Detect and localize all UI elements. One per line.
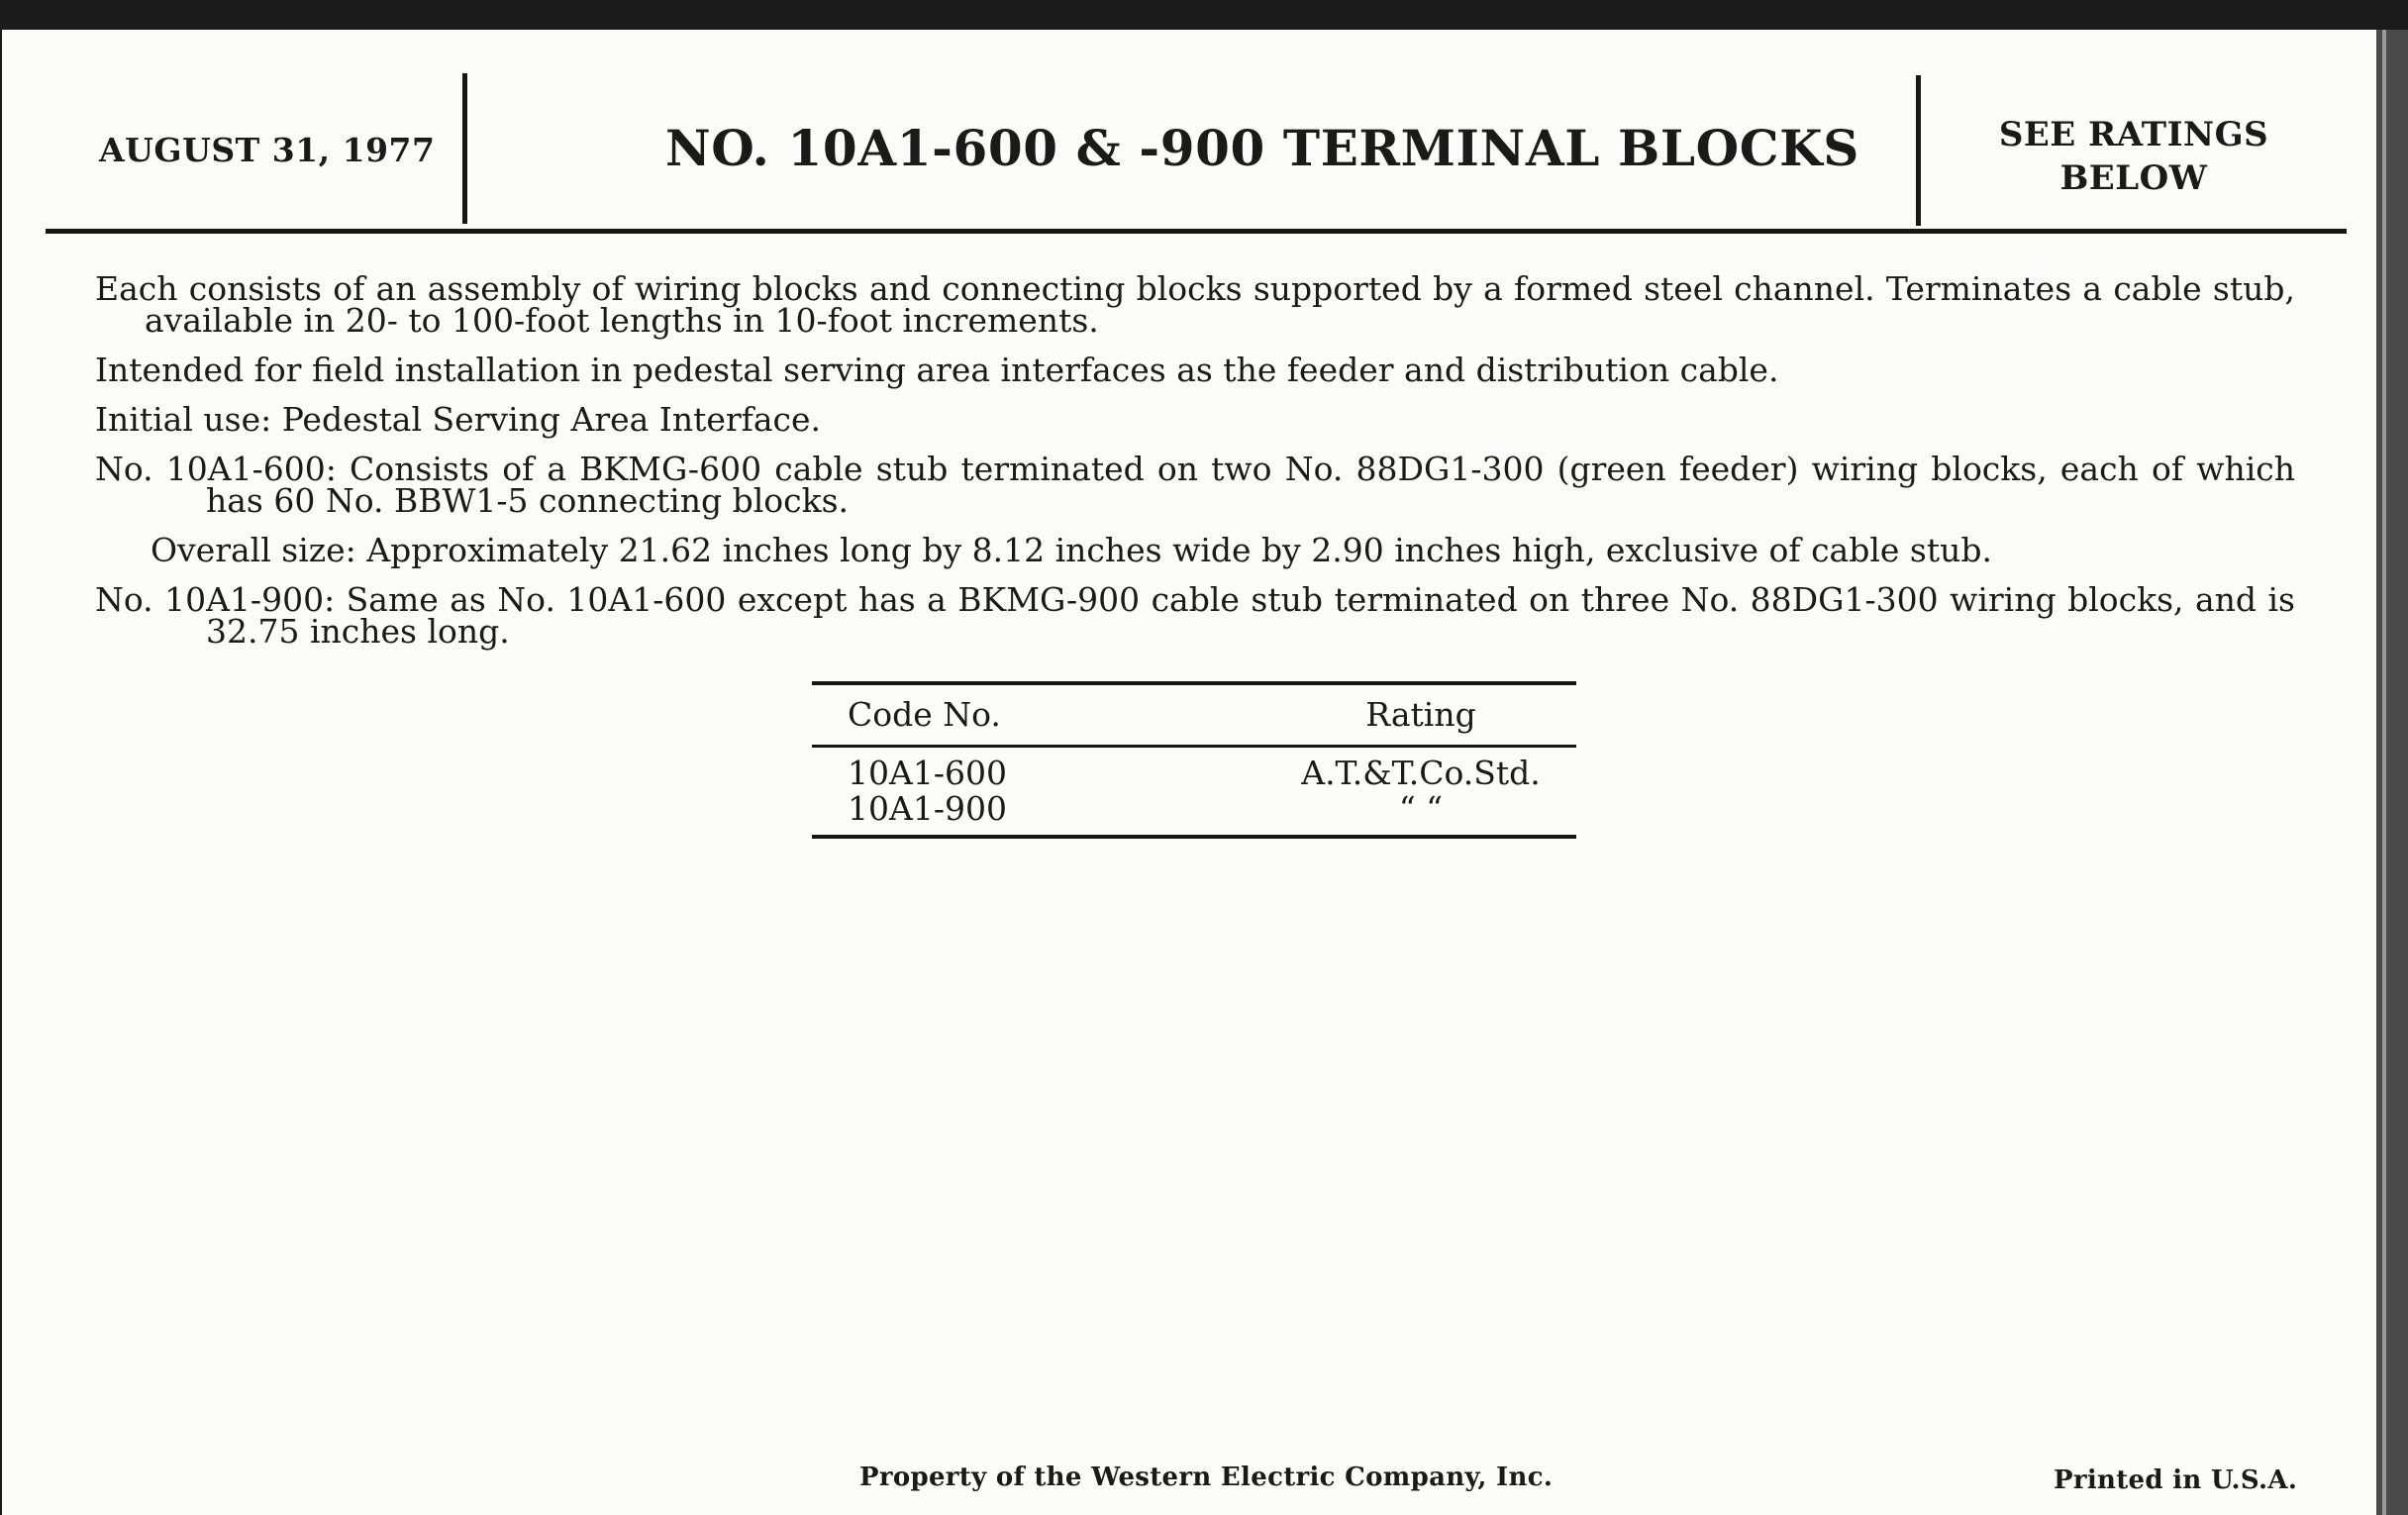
table-header-row — [812, 685, 1576, 745]
paragraph-10a1-600: No. 10A1-600: Consists of a BKMG-600 cable stub terminated on two No. 88DG1-300 (green feeder) wiring blocks, each of which has 60 No. BBW1-5 connecting blocks. — [95, 450, 2295, 520]
table-body — [812, 748, 1576, 835]
description-body — [95, 269, 2295, 665]
table-header-rating: Rating — [1365, 695, 1476, 734]
ratings-table — [812, 681, 1576, 839]
table-cell-rating: A.T.&T.Co.Std. — [1301, 754, 1541, 792]
paragraph-10a1-900: No. 10A1-900: Same as No. 10A1-600 except has a BKMG-900 cable stub terminated on three No. 88DG1-300 wiring blocks, and is 32.75 inches long. — [95, 580, 2295, 651]
footer-property-note: Property of the Western Electric Company, Inc. — [859, 1463, 1554, 1492]
header-rule — [46, 229, 2347, 234]
header-ratings-line2: BELOW — [2059, 158, 2208, 198]
header-divider-left — [462, 73, 467, 224]
paragraph-intended-use: Intended for field installation in pedestal serving area interfaces as the feeder and distribution cable. — [95, 351, 1779, 389]
table-cell-code: 10A1-600 — [848, 754, 1007, 792]
header-divider-right — [1916, 75, 1921, 226]
paragraph-overall-size: Overall size: Approximately 21.62 inches long by 8.12 inches wide by 2.90 inches high, exclusive of cable stub. — [150, 531, 1992, 569]
table-cell-code: 10A1-900 — [848, 789, 1007, 828]
table-cell-rating: “ “ — [1398, 789, 1444, 828]
header-date: AUGUST 31, 1977 — [99, 131, 436, 169]
card-edge-highlight — [2382, 30, 2386, 1515]
header-ratings-line1: SEE RATINGS — [1998, 115, 2269, 154]
paragraph-initial-use: Initial use: Pedestal Serving Area Interface. — [95, 400, 822, 439]
page-title: NO. 10A1-600 & -900 TERMINAL BLOCKS — [665, 119, 1859, 177]
table-header-code: Code No. — [848, 695, 1001, 734]
paragraph-description: Each consists of an assembly of wiring blocks and connecting blocks supported by a formed steel channel. Terminates a cable stub, available in 20- to 100-foot lengths in 10-foot increments. — [95, 269, 2295, 340]
table-bottom-rule — [812, 835, 1576, 839]
header-ratings-note — [1970, 113, 2297, 200]
table-row — [812, 791, 1576, 827]
card-edge-shadow — [2376, 30, 2408, 1515]
footer-printed-note: Printed in U.S.A. — [2054, 1465, 2298, 1495]
table-row — [812, 756, 1576, 791]
